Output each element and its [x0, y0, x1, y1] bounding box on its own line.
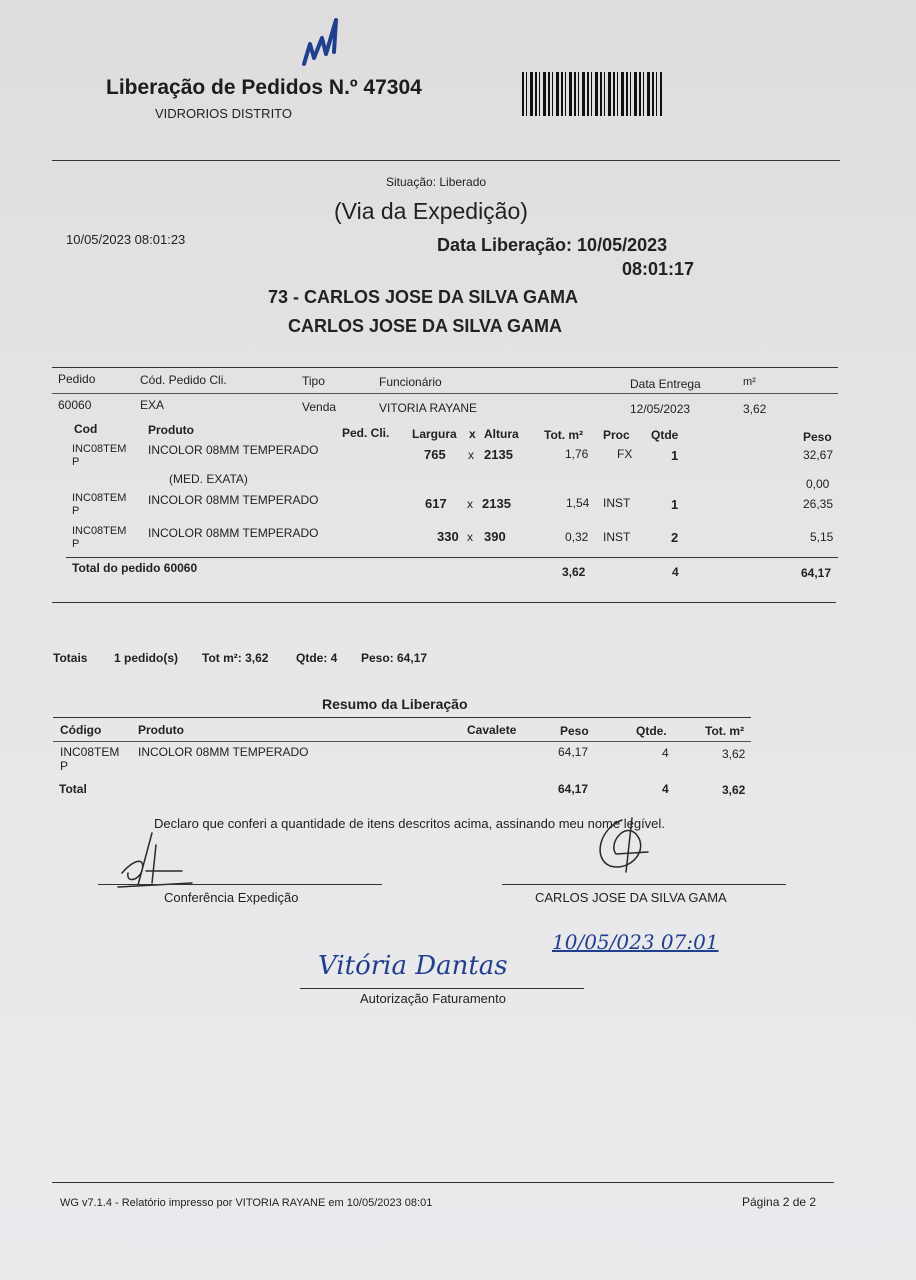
item-qtde: 2	[671, 530, 679, 545]
item-qtde: 1	[671, 497, 679, 512]
order-total-peso: 64,17	[801, 566, 832, 580]
order-m2: 3,62	[743, 402, 767, 416]
release-date: Data Liberação: 10/05/2023	[437, 235, 668, 255]
item-altura: 390	[484, 529, 506, 544]
col-tipo: Tipo	[302, 374, 325, 388]
resumo-col-qtde: Qtde.	[636, 724, 667, 738]
autorizacao-label: Autorização Faturamento	[360, 991, 506, 1006]
item-altura: 2135	[484, 447, 513, 462]
divider	[53, 717, 751, 718]
items-col-ped-cli: Ped. Cli.	[342, 426, 390, 440]
handwritten-mark	[296, 14, 356, 69]
divider	[53, 741, 751, 742]
col-pedido: Pedido	[58, 372, 96, 386]
resumo-row-tot-m2: 3,62	[722, 747, 746, 761]
item-cod: INC08TEM	[72, 443, 127, 455]
items-col-cod: Cod	[74, 422, 98, 436]
order-total-m2: 3,62	[562, 565, 586, 579]
divider	[52, 1182, 834, 1183]
resumo-total-qtde: 4	[662, 782, 669, 796]
company-name: VIDRORIOS DISTRITO	[155, 106, 292, 121]
item-tot-m2: 0,32	[565, 530, 589, 544]
order-cod-pedido-cli: EXA	[140, 398, 165, 412]
handwritten-date: 10/05/023 07:01	[552, 930, 719, 954]
totals-m2: Tot m²: 3,62	[202, 651, 269, 665]
item-produto: INCOLOR 08MM TEMPERADO	[148, 443, 319, 457]
col-cod-pedido-cli: Cód. Pedido Cli.	[140, 373, 227, 387]
items-col-produto: Produto	[148, 423, 194, 437]
resumo-row-qtde: 4	[662, 746, 669, 760]
item-cod: INC08TEM	[72, 525, 127, 537]
resumo-row-peso: 64,17	[558, 745, 589, 759]
item-cod-suffix: P	[72, 538, 80, 550]
item-peso: 5,15	[810, 530, 834, 544]
divider	[52, 160, 840, 161]
declaration-text: Declaro que conferi a quantidade de itens descritos acima, assinando meu nome legível.	[154, 816, 665, 831]
resumo-total-peso: 64,17	[558, 782, 589, 796]
items-col-peso: Peso	[803, 430, 832, 444]
resumo-total-tot-m2: 3,62	[722, 783, 746, 797]
resumo-row-produto: INCOLOR 08MM TEMPERADO	[138, 745, 309, 759]
item-proc: INST	[603, 496, 631, 510]
order-funcionario: VITORIA RAYANE	[379, 401, 478, 415]
client-line-2: CARLOS JOSE DA SILVA GAMA	[288, 316, 563, 336]
item-largura: 330	[437, 529, 459, 544]
item-cod-suffix: P	[72, 456, 80, 468]
item-tot-m2: 1,54	[566, 496, 590, 510]
totals-pedidos: 1 pedido(s)	[114, 651, 179, 665]
item-peso: 26,35	[803, 497, 834, 511]
items-col-x: x	[469, 427, 476, 441]
signature-line	[300, 988, 584, 989]
resumo-col-peso: Peso	[560, 724, 589, 738]
items-col-altura: Altura	[484, 427, 519, 441]
order-total-label: Total do pedido 60060	[72, 561, 198, 575]
col-data-entrega: Data Entrega	[630, 377, 701, 391]
order-pedido: 60060	[58, 398, 92, 412]
resumo-col-produto: Produto	[138, 723, 184, 737]
items-col-proc: Proc	[603, 428, 630, 442]
resumo-col-cavalete: Cavalete	[467, 723, 517, 737]
item-x: x	[468, 448, 474, 462]
divider	[52, 602, 836, 603]
handwritten-name: Vitória Dantas	[318, 951, 508, 981]
resumo-row-cod: INC08TEM	[60, 745, 120, 759]
barcode	[522, 72, 662, 116]
item-x: x	[467, 530, 473, 544]
print-timestamp: 10/05/2023 08:01:23	[66, 232, 186, 247]
item-cod: INC08TEM	[72, 492, 127, 504]
item-x: x	[467, 497, 473, 511]
divider	[52, 367, 838, 368]
document-title: Liberação de Pedidos N.º 47304	[106, 76, 422, 99]
order-data-entrega: 12/05/2023	[630, 402, 691, 416]
conferencia-label: Conferência Expedição	[164, 890, 299, 905]
item-altura: 2135	[482, 496, 511, 511]
client-signature	[586, 810, 666, 880]
footer-page: Página 2 de 2	[742, 1195, 817, 1209]
resumo-col-tot-m2: Tot. m²	[705, 724, 745, 738]
item-produto: INCOLOR 08MM TEMPERADO	[148, 526, 319, 540]
items-col-qtde: Qtde	[651, 428, 679, 442]
item-qtde: 1	[671, 448, 679, 463]
release-time: 08:01:17	[622, 259, 695, 279]
item-peso: 0,00	[806, 477, 830, 491]
items-col-tot-m2: Tot. m²	[544, 428, 584, 442]
totals-label: Totais	[53, 651, 88, 665]
col-funcionario: Funcionário	[379, 375, 442, 389]
item-proc: FX	[617, 447, 633, 461]
status-text: Situação: Liberado	[386, 175, 487, 189]
order-tipo: Venda	[302, 400, 337, 414]
item-note: (MED. EXATA)	[169, 472, 248, 486]
item-largura: 617	[425, 496, 447, 511]
item-tot-m2: 1,76	[565, 447, 589, 461]
divider	[52, 393, 838, 394]
item-proc: INST	[603, 530, 631, 544]
totals-qtde: Qtde: 4	[296, 651, 338, 665]
via-label: (Via da Expedição)	[334, 198, 528, 224]
totals-peso: Peso: 64,17	[361, 651, 428, 665]
item-largura: 765	[424, 447, 446, 462]
resumo-col-codigo: Código	[60, 723, 102, 737]
footer-left: WG v7.1.4 - Relatório impresso por VITORIA RAYANE em 10/05/2023 08:01	[60, 1197, 433, 1209]
signature-line	[98, 884, 382, 885]
resumo-row-cod-suffix: P	[60, 759, 69, 773]
col-m2: m²	[743, 376, 756, 388]
item-produto: INCOLOR 08MM TEMPERADO	[148, 493, 319, 507]
item-peso: 32,67	[803, 448, 834, 462]
signature-line	[502, 884, 786, 885]
resumo-title: Resumo da Liberação	[322, 696, 468, 712]
items-col-largura: Largura	[412, 427, 457, 441]
client-signature-label: CARLOS JOSE DA SILVA GAMA	[535, 890, 727, 905]
order-total-qtde: 4	[672, 565, 679, 579]
resumo-total-label: Total	[59, 782, 87, 796]
divider	[66, 557, 838, 558]
item-cod-suffix: P	[72, 505, 80, 517]
client-line-1: 73 - CARLOS JOSE DA SILVA GAMA	[268, 287, 579, 307]
